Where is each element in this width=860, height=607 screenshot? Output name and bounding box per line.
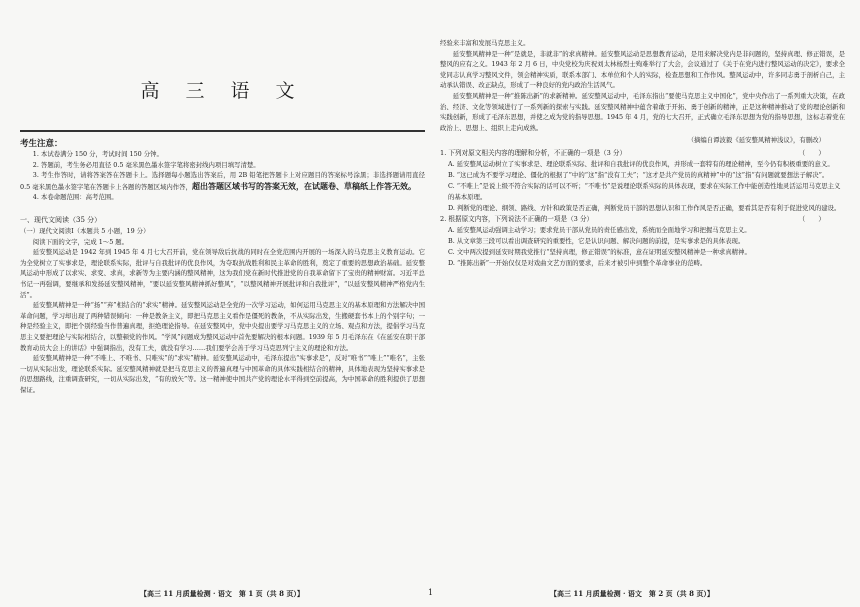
option-c[interactable]: C. 文中两次提到延安时期我党推行“坚持真理，修正错误”的标准，意在证明延安整风精神是一种求真精神。: [448, 248, 751, 257]
question-stem-text: 2. 根据原文内容，下列说法不正确的一项是（3 分）: [440, 215, 594, 224]
notice-item-text: 3. 考生作答时，请将答案答在答题卡上。选择题每小题选出答案后，用 2B 铅笔把答题卡上对应题目的答案标号涂黑；非选择题请用直径 0.5 毫米黑色墨水签字笔在答题卡上各题的答题区域内作答，: [20, 171, 425, 191]
notice-item: 1. 本试卷满分 150 分，考试时间 150 分钟。: [32, 150, 163, 158]
page-footer: 【高三 11 月质量检测 · 语文 第 2 页（共 8 页）】: [550, 589, 714, 598]
right-page: [440, 0, 845, 607]
passage-paragraph: 延安整风精神是一种“是就是，非就非”的求真精神。延安整风运动是思想教育运动，是用来解决党内是非问题的，坚持真理、修正错误，是整风的应有之义。1943 年 2 月 6 日，中央党校为庆祝刘太林杨烈士殉难举行了大会，会议通过了《关于在党内进行整风运动的决定》，要求全党同志认真学习整风文件，领会精神实质，联系本部门、本单位和个人的实际，检查思想和工作作风。整风运动中，许多同志勇于剖析自己，主动承认错误、改正缺点，形成了一种良好的党内政治生活风气。: [440, 49, 845, 90]
subsection-heading: （一）现代文阅读Ⅰ（本题共 5 小题，19 分）: [20, 226, 150, 235]
passage-paragraph: 延安整风精神是一种“推陈出新”的求新精神。延安整风运动中，毛泽东指出“要使马克思主义中国化”，党中央作出了一系列重大决策，在政治、经济、文化等领域进行了一系列新的探索与实践。延安整风精神中蕴含着敢于开拓、勇于创新的精神，正是这种精神推动了党的理论创新和实践创新，形成了毛泽东思想，并使之成为党的指导思想。1945 年 4 月，党的七大召开，正式确立毛泽东思想为党的指导思想，这标志着党在政治上、思想上、组织上走向成熟。: [440, 91, 845, 132]
question-2: [440, 214, 845, 269]
question-stem-text: 1. 下列对原文相关内容的理解和分析，不正确的一项是（3 分）: [440, 149, 627, 158]
question-stem: [440, 214, 845, 225]
page-footer: 【高三 11 月质量检测 · 语文 第 1 页（共 8 页）】: [140, 589, 304, 598]
notice-highlight: 超出答题区域书写的答案无效，在试题卷、草稿纸上作答无效。: [191, 180, 416, 191]
reading-instruction: 阅读下面的文字，完成 1～5 题。: [32, 237, 129, 246]
sheet-page-number: 1: [428, 588, 434, 597]
notice-heading: 考生注意：: [20, 139, 63, 149]
question-stem: [440, 148, 845, 159]
title-divider: [20, 130, 425, 132]
option-b[interactable]: B. 从文章第三段可以看出调查研究的重要性，它是认识问题、解决问题的前提，是实事求是的具体表现。: [448, 237, 745, 246]
answer-blank[interactable]: （ ）: [798, 149, 825, 158]
passage-source: （摘编自谭波毅《延安整风精神浅议》，有删改）: [687, 136, 825, 145]
option-a[interactable]: A. 延安整风运动强调主动学习；要求党员干部从党员的责任感出发，系统而全面地学习和把握马克思主义。: [448, 226, 751, 235]
option-c[interactable]: C. “不唯上”是说上级不符合实际的话可以不听；“不唯书”是说理论联系实际的具体表现，要求在实际工作中能创造性地灵活运用马克思主义的基本原理。: [448, 182, 841, 202]
left-page: [20, 0, 425, 607]
option-d[interactable]: D. 判断党的理论、纲领、路线、方针和政策是否正确，判断党员干部的思想认识和工作作风是否正确，要看其是否有利于促进党风的建设。: [448, 204, 841, 213]
notice-item: [20, 170, 425, 192]
option-a[interactable]: A. 延安整风运动树立了实事求是、理论联系实际、批评和自我批评的优良作风，并形成一套特有的理论精神，至今仍有积极重要的意义。: [448, 160, 834, 169]
page-title: 高 三 语 文: [140, 80, 305, 102]
question-1: [440, 148, 845, 214]
passage-paragraph: 延安整风运动是 1942 年到 1945 年 4 月七大召开前，党在领导敌后抗战的同时在全党范围内开展的一场深入的马克思主义教育运动。它为全党树立了实事求是，理论联系实际，批评与自我批评的优良作风，为夺取抗战胜利和民主革命的胜利，奠定了重要的思想政治基础。延安整风运动中形成了以求实、求变、求真，求新等为主要内涵的整风精神，这为我们党在新时代推进党的自我革命留下了宝贵的精神财富。习近平总书记一再强调，要继承和发扬延安整风精神，“要以延安整风精神抓好整风”，“以整风精神开展批评和自我批评”，“以延安整风精神严格党内生活”。: [20, 248, 425, 299]
passage-paragraph: 延安整风精神是一种“不唯上、不唯书、只唯实”的“求实”精神。延安整风运动中，毛泽东提出“实事求是”，反对“唯书”“唯上”“唯名”，主张一切从实际出发，理论联系实际。延安整风精神就是把马克思主义的普遍真理与中国革命的具体实践相结合的精神，具体地表现为坚持实事求是的思想路线，注重调查研究，一切从实际出发，“有的放矢”等。这一精神使中国共产党的理论水平得到空前提高，为中国革命的胜利提供了思想保证。: [20, 354, 425, 394]
notice-item: 4. 本卷命题范围：高考范围。: [32, 193, 118, 202]
option-b[interactable]: B. “这已成为不要学习理论、僵化的根据了”中的“这”指“没有工夫”；“这才是共产党员的真精神”中的“这”指“有问题就要想法子解决”。: [448, 171, 829, 180]
passage-paragraph: 经验来丰富和发展马克思主义。: [440, 39, 530, 47]
passage-paragraph: 延安整风精神是一种“扬”“弃”相结合的“求实”精神。延安整风运动是全党的一次学习运动，如何运用马克思主义的基本原理和方法解决中国革命问题，学习却出现了两种错误倾向：一种是教条主义，即把马克思主义看作是僵死的教条，不从实际出发，生搬硬套书本上的个别字句；一种是经验主义，即把个别经验当作普遍真理，拒绝理论指导。在延安整风中，党中央提出要学习马克思主义的立场、观点和方法，提倡学习马克思主义要把理论与实际相结合，以整顿党的作风。“学风”问题成为整风运动中首先要解决的根本问题。1939 年 5 月毛泽东在《在延安在职干部教育动员大会上的讲话》中强调指出，没有工夫，就没有学习……我们要学会善于学习马克思列宁主义的理论和方法。: [20, 301, 425, 352]
answer-blank[interactable]: （ ）: [798, 215, 825, 224]
notice-item: 2. 答题前，考生务必用直径 0.5 毫米黑色墨水签字笔将密封线内项目填写清楚。: [32, 160, 260, 169]
option-d[interactable]: D. “推陈出新”一开始仅仅是对戏曲文艺方面的要求，后来才被引申到整个革命事业的范畴。: [448, 259, 707, 268]
section-heading: 一、现代文阅读（35 分）: [20, 215, 102, 224]
